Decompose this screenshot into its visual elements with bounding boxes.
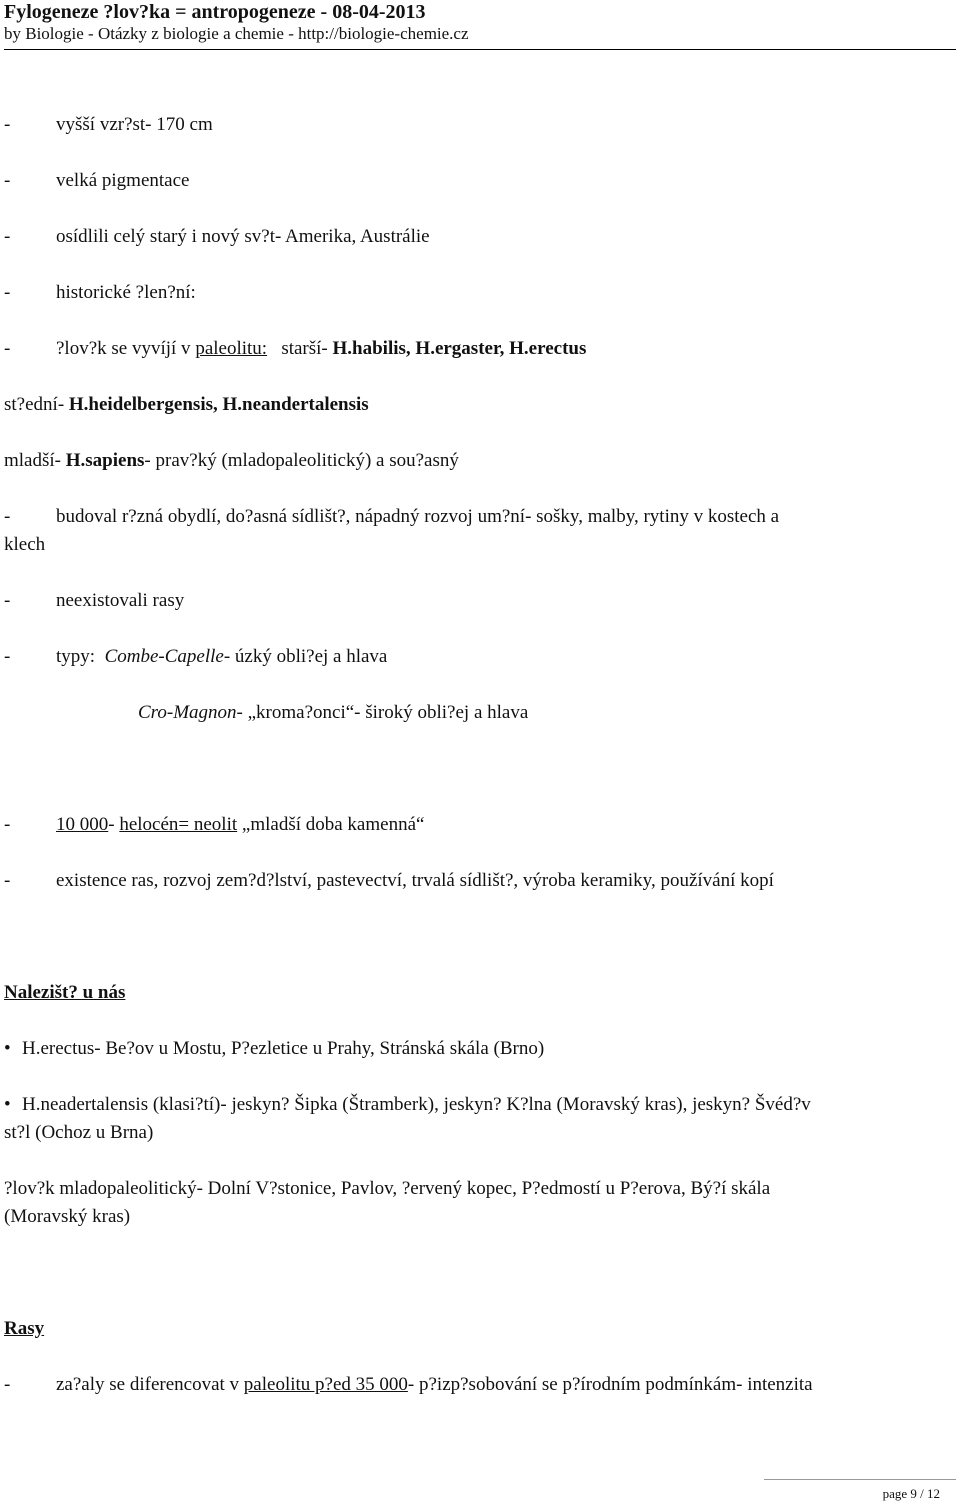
dash-marker: - [4,506,11,527]
line-text: historické ?len?ní: [56,282,196,303]
dash-marker: - [4,338,11,359]
text-line [4,279,196,307]
section-heading-sites: Nalezišt? u nás [4,982,126,1003]
line-text: ?lov?k se vyvíjí v [56,338,196,359]
dash-marker: - [4,814,11,835]
line-text: - prav?ký (mladopaleolitický) a sou?asný [144,450,459,471]
text-line [4,811,424,839]
dash-marker: - [4,1374,11,1395]
dash-marker: - [4,114,11,135]
line-text: vyšší vzr?st- 170 cm [56,114,213,135]
list-item [4,1035,544,1063]
dash-marker: - [4,170,11,191]
species-names: H.habilis, H.ergaster, H.erectus [332,338,587,359]
line-text: neexistovali rasy [56,590,185,611]
list-item-text: H.erectus- Be?ov u Mostu, P?ezletice u Prahy, Stránská skála (Brno) [22,1038,545,1059]
text-line [4,111,213,139]
page-header [4,0,956,44]
text-line [4,1119,153,1147]
line-text: (Moravský kras) [4,1206,131,1227]
page-number: page 9 / 12 [882,1486,940,1501]
text-line [138,699,528,727]
text-line [4,335,586,363]
species-names: H.sapiens [65,450,145,471]
text-line [4,167,189,195]
line-text: - p?izp?sobování se p?írodním podmínkám- intenzita [407,1374,813,1395]
line-text: „mladší doba kamenná“ [237,814,425,835]
document-title: Fylogeneze ?lov?ka = antropogeneze - 08-04-2013 [4,1,426,23]
type-name: Combe-Capelle [104,646,224,667]
species-names: H.heidelbergensis, H.neandertalensis [68,394,369,415]
line-text: typy: [56,646,105,667]
line-text: mladší- [4,450,66,471]
line-text: starší- [267,338,333,359]
underlined-term: paleolitu: [195,338,268,359]
underlined-term: paleolitu p?ed 35 000 [243,1374,408,1395]
text-line [4,1175,770,1203]
text-line [4,223,430,251]
bullet-icon: • [4,1094,11,1115]
line-text: - úzký obli?ej a hlava [223,646,388,667]
line-text: klech [4,534,46,555]
text-line [4,867,774,895]
dash-marker: - [4,590,11,611]
text-line [4,531,45,559]
text-line [4,1203,130,1231]
line-text: ?lov?k mladopaleolitický- Dolní V?stonice, Pavlov, ?ervený kopec, P?edmostí u P?erova, Bý?í skála [4,1178,771,1199]
line-text: - [108,814,120,835]
line-text: existence ras, rozvoj zem?d?lství, pastevectví, trvalá sídlišt?, výroba keramiky, používání kopí [56,870,774,891]
bullet-icon: • [4,1038,11,1059]
text-line [4,643,387,671]
text-line [4,1371,813,1399]
document-subtitle: by Biologie - Otázky z biologie a chemie - http://biologie-chemie.cz [4,24,469,43]
underlined-term: helocén= neolit [119,814,238,835]
footer-divider [764,1479,956,1480]
line-text: - „kroma?onci“- široký obli?ej a hlava [236,702,529,723]
line-text: budoval r?zná obydlí, do?asná sídlišt?, nápadný rozvoj um?ní- sošky, malby, rytiny v kostech a [56,506,780,527]
text-line [4,587,184,615]
dash-marker: - [4,226,11,247]
list-item-text: H.neadertalensis (klasi?tí)- jeskyn? Šipka (Štramberk), jeskyn? K?lna (Moravský kras), jeskyn? Švéd?v [22,1094,811,1115]
line-text: velká pigmentace [56,170,190,191]
line-text: st?ední- [4,394,69,415]
dash-marker: - [4,646,11,667]
text-line [4,447,459,475]
header-divider [4,49,956,50]
type-name: Cro-Magnon [138,702,237,723]
section-heading-rasy: Rasy [4,1318,45,1339]
text-line [4,503,779,531]
dash-marker: - [4,870,11,891]
dash-marker: - [4,282,11,303]
underlined-term: 10 000 [56,814,109,835]
list-item-text: st?l (Ochoz u Brna) [4,1122,154,1143]
line-text: za?aly se diferencovat v [56,1374,244,1395]
line-text: osídlili celý starý i nový sv?t- Amerika, Austrálie [56,226,430,247]
list-item [4,1091,811,1119]
text-line [4,391,369,419]
